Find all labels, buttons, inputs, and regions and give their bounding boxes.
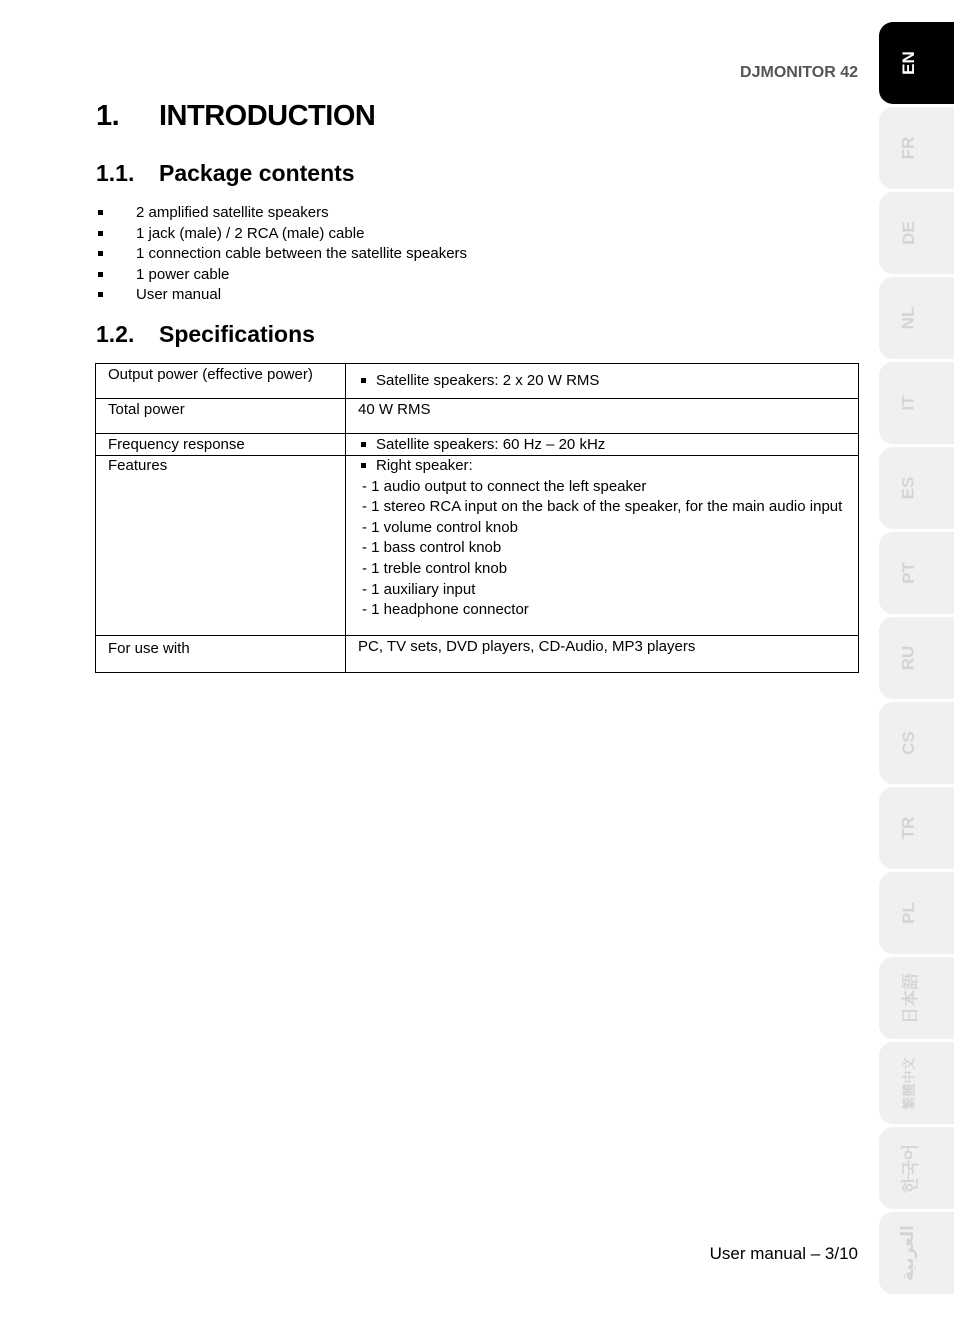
spec-label: Output power (effective power) xyxy=(96,364,346,399)
spec-label: Total power xyxy=(96,399,346,434)
tab-ru[interactable]: RU xyxy=(879,617,954,699)
package-contents-list xyxy=(96,203,467,306)
tab-zh[interactable]: 繁體中文 xyxy=(879,1042,954,1124)
list-item: 1 connection cable between the satellite speakers xyxy=(96,244,467,265)
feature-item: - 1 volume control knob xyxy=(362,518,518,536)
spec-value: Satellite speakers: 60 Hz – 20 kHz xyxy=(346,434,859,456)
table-row xyxy=(96,456,859,636)
tab-nl[interactable]: NL xyxy=(879,277,954,359)
feature-item: - 1 stereo RCA input on the back of the speaker, for the main audio input xyxy=(362,498,843,516)
spec-value: Right speaker: - 1 audio output to connect the left speaker - 1 stereo RCA input on the back of the speaker, for the main audio input - 1 volume control knob - 1 bass control knob - 1 treble control knob - 1 auxiliary input - 1 headphone connector xyxy=(346,456,859,636)
tab-ar[interactable]: العربية xyxy=(879,1212,954,1294)
specifications-heading xyxy=(96,321,315,348)
feature-item: - 1 headphone connector xyxy=(362,601,529,619)
bullet-icon xyxy=(98,251,103,256)
list-item: 1 jack (male) / 2 RCA (male) cable xyxy=(96,224,467,245)
subsection-title: Specifications xyxy=(159,321,315,347)
spec-label: Features xyxy=(96,456,346,636)
feature-item: - 1 bass control knob xyxy=(362,539,502,557)
bullet-icon xyxy=(98,210,103,215)
bullet-icon xyxy=(361,463,366,468)
section-heading xyxy=(96,100,375,133)
product-name: DJMONITOR 42 xyxy=(740,64,858,81)
page-number: User manual – 3/10 xyxy=(709,1244,858,1263)
tab-pt[interactable]: PT xyxy=(879,532,954,614)
feature-item: - 1 treble control knob xyxy=(362,559,508,577)
section-title: INTRODUCTION xyxy=(159,100,376,132)
table-row xyxy=(96,399,859,434)
subsection-number: 1.1. xyxy=(96,160,135,186)
spec-value: PC, TV sets, DVD players, CD-Audio, MP3 players xyxy=(346,636,859,673)
list-item: User manual xyxy=(96,285,467,306)
feature-item: - 1 auxiliary input xyxy=(362,580,476,598)
table-row xyxy=(96,364,859,399)
tab-ja[interactable]: 日本語 xyxy=(879,957,954,1039)
tab-fr[interactable]: FR xyxy=(879,107,954,189)
table-row xyxy=(96,636,859,673)
bullet-icon xyxy=(98,272,103,277)
package-contents-heading xyxy=(96,160,355,187)
tab-de[interactable]: DE xyxy=(879,192,954,274)
tab-ko[interactable]: 한국어 xyxy=(879,1127,954,1209)
tab-tr[interactable]: TR xyxy=(879,787,954,869)
tab-it[interactable]: IT xyxy=(879,362,954,444)
bullet-icon xyxy=(98,292,103,297)
subsection-title: Package contents xyxy=(159,160,355,186)
spec-value: 40 W RMS xyxy=(346,399,859,434)
table-row xyxy=(96,434,859,456)
specifications-table xyxy=(95,363,859,673)
list-item: 1 power cable xyxy=(96,265,467,286)
section-number: 1. xyxy=(96,100,120,132)
spec-label: For use with xyxy=(96,636,346,673)
bullet-icon xyxy=(361,378,366,383)
tab-pl[interactable]: PL xyxy=(879,872,954,954)
tab-en[interactable]: EN xyxy=(879,22,954,104)
subsection-number: 1.2. xyxy=(96,321,135,347)
tab-es[interactable]: ES xyxy=(879,447,954,529)
bullet-icon xyxy=(361,442,366,447)
feature-item: - 1 audio output to connect the left speaker xyxy=(362,477,647,495)
tab-cs[interactable]: CS xyxy=(879,702,954,784)
spec-label: Frequency response xyxy=(96,434,346,456)
bullet-icon xyxy=(98,231,103,236)
spec-value: Satellite speakers: 2 x 20 W RMS xyxy=(346,364,859,399)
list-item: 2 amplified satellite speakers xyxy=(96,203,467,224)
